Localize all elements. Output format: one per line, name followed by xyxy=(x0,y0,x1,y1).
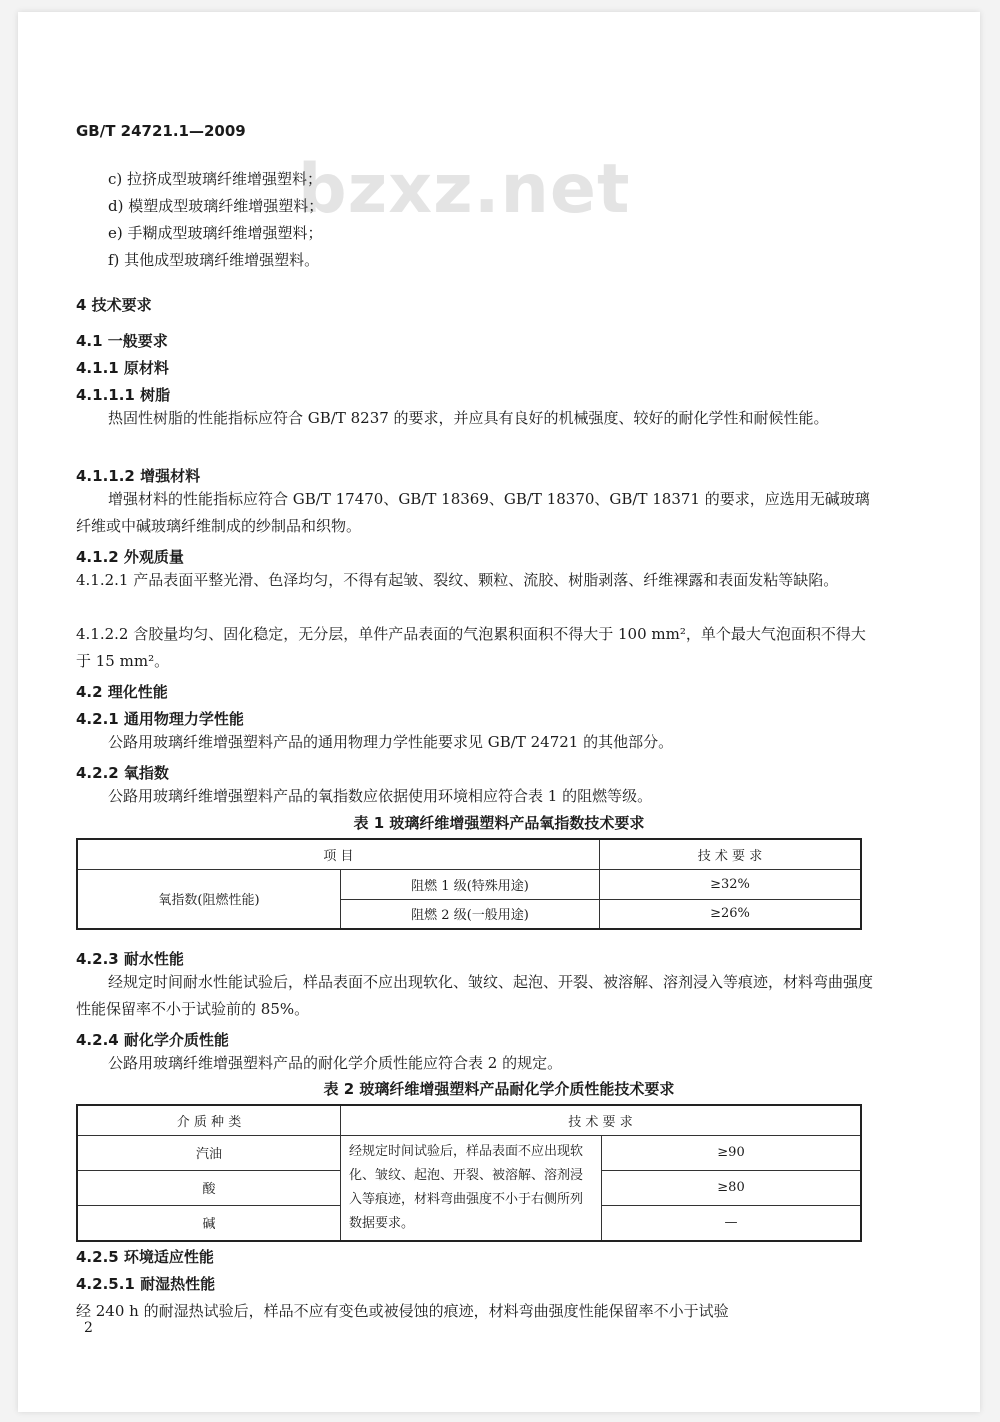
table-header-cell: 介 质 种 类 xyxy=(77,1105,341,1135)
section-heading: 4.2.1 通用物理力学性能 xyxy=(76,710,244,728)
paragraph: 公路用玻璃纤维增强塑料产品的氧指数应依据使用环境相应符合表 1 的阻燃等级。 xyxy=(108,787,653,805)
watermark: bzxz.net xyxy=(298,150,631,229)
section-heading: 4.1.2 外观质量 xyxy=(76,548,184,566)
paragraph: 公路用玻璃纤维增强塑料产品的耐化学介质性能应符合表 2 的规定。 xyxy=(108,1054,563,1072)
paragraph: 公路用玻璃纤维增强塑料产品的通用物理力学性能要求见 GB/T 24721 的其他部分。 xyxy=(108,733,674,751)
table-cell: ≥90 xyxy=(602,1135,862,1170)
table-row-label: 氧指数(阻燃性能) xyxy=(77,869,341,929)
table-cell: — xyxy=(602,1205,862,1240)
table-cell: 碱 xyxy=(77,1205,341,1240)
standard-header: GB/T 24721.1—2009 xyxy=(76,122,246,140)
paragraph: 增强材料的性能指标应符合 GB/T 17470、GB/T 18369、GB/T 18370、GB/T 18371 的要求，应选用无碱玻璃纤维或中碱玻璃纤维制成的纱制品和织物。 xyxy=(76,490,870,535)
section-heading: 4.2.5.1 耐湿热性能 xyxy=(76,1275,216,1293)
paragraph: 经规定时间耐水性能试验后，样品表面不应出现软化、皱纹、起泡、开裂、被溶解、溶剂浸入等痕迹，材料弯曲强度性能保留率不小于试验前的 85%。 xyxy=(76,973,874,1018)
table-cell: 阻燃 2 级(一般用途) xyxy=(341,899,600,929)
section-heading: 4.2.2 氧指数 xyxy=(76,764,169,782)
section-heading: 4.2.5 环境适应性能 xyxy=(76,1248,214,1266)
section-heading: 4.1.1.2 增强材料 xyxy=(76,467,201,485)
section-heading: 4.2.4 耐化学介质性能 xyxy=(76,1031,229,1049)
table-cell: 酸 xyxy=(77,1170,341,1205)
section-heading: 4.2.3 耐水性能 xyxy=(76,950,184,968)
oxygen-index-table xyxy=(76,838,862,930)
table-cell: ≥26% xyxy=(600,899,862,929)
paragraph: 4.1.2.2 含胶量均匀、固化稳定，无分层，单件产品表面的气泡累积面积不得大于 100 mm²，单个最大气泡面积不得大于 15 mm²。 xyxy=(76,625,866,670)
table-cell: 汽油 xyxy=(77,1135,341,1170)
table-caption: 表 2 玻璃纤维增强塑料产品耐化学介质性能技术要求 xyxy=(323,1080,675,1098)
section-heading: 4.1.1.1 树脂 xyxy=(76,386,171,404)
table-header-cell: 技 术 要 求 xyxy=(600,839,862,869)
table-cell: ≥80 xyxy=(602,1170,862,1205)
section-heading: 4.2 理化性能 xyxy=(76,683,168,701)
table-header-cell: 技 术 要 求 xyxy=(341,1105,862,1135)
table-cell: ≥32% xyxy=(600,869,862,899)
paragraph: 热固性树脂的性能指标应符合 GB/T 8237 的要求，并应具有良好的机械强度、较好的耐化学性和耐候性能。 xyxy=(108,409,829,427)
page-number: 2 xyxy=(84,1320,93,1336)
section-heading: 4.1.1 原材料 xyxy=(76,359,169,377)
section-heading: 4.1 一般要求 xyxy=(76,332,168,350)
paragraph: 4.1.2.1 产品表面平整光滑、色泽均匀，不得有起皱、裂纹、颗粒、流胶、树脂剥落、纤维裸露和表面发粘等缺陷。 xyxy=(76,571,839,589)
chemical-resistance-table xyxy=(76,1104,862,1242)
section-heading: 4 技术要求 xyxy=(76,296,152,314)
list-item: c) 拉挤成型玻璃纤维增强塑料； xyxy=(108,170,323,188)
document-page xyxy=(18,12,980,1412)
table-cell: 阻燃 1 级(特殊用途) xyxy=(341,869,600,899)
paragraph: 经 240 h 的耐湿热试验后，样品不应有变色或被侵蚀的痕迹，材料弯曲强度性能保留率不小于试验 xyxy=(76,1302,729,1320)
list-item: e) 手糊成型玻璃纤维增强塑料； xyxy=(108,224,323,242)
table-desc-cell: 经规定时间试验后，样品表面不应出现软化、皱纹、起泡、开裂、被溶解、溶剂浸入等痕迹，材料弯曲强度不小于右侧所列数据要求。 xyxy=(341,1135,602,1241)
list-item: d) 模塑成型玻璃纤维增强塑料； xyxy=(108,197,324,215)
table-caption: 表 1 玻璃纤维增强塑料产品氧指数技术要求 xyxy=(353,814,645,832)
list-item: f) 其他成型玻璃纤维增强塑料。 xyxy=(108,251,320,269)
table-header-cell: 项 目 xyxy=(77,839,600,869)
